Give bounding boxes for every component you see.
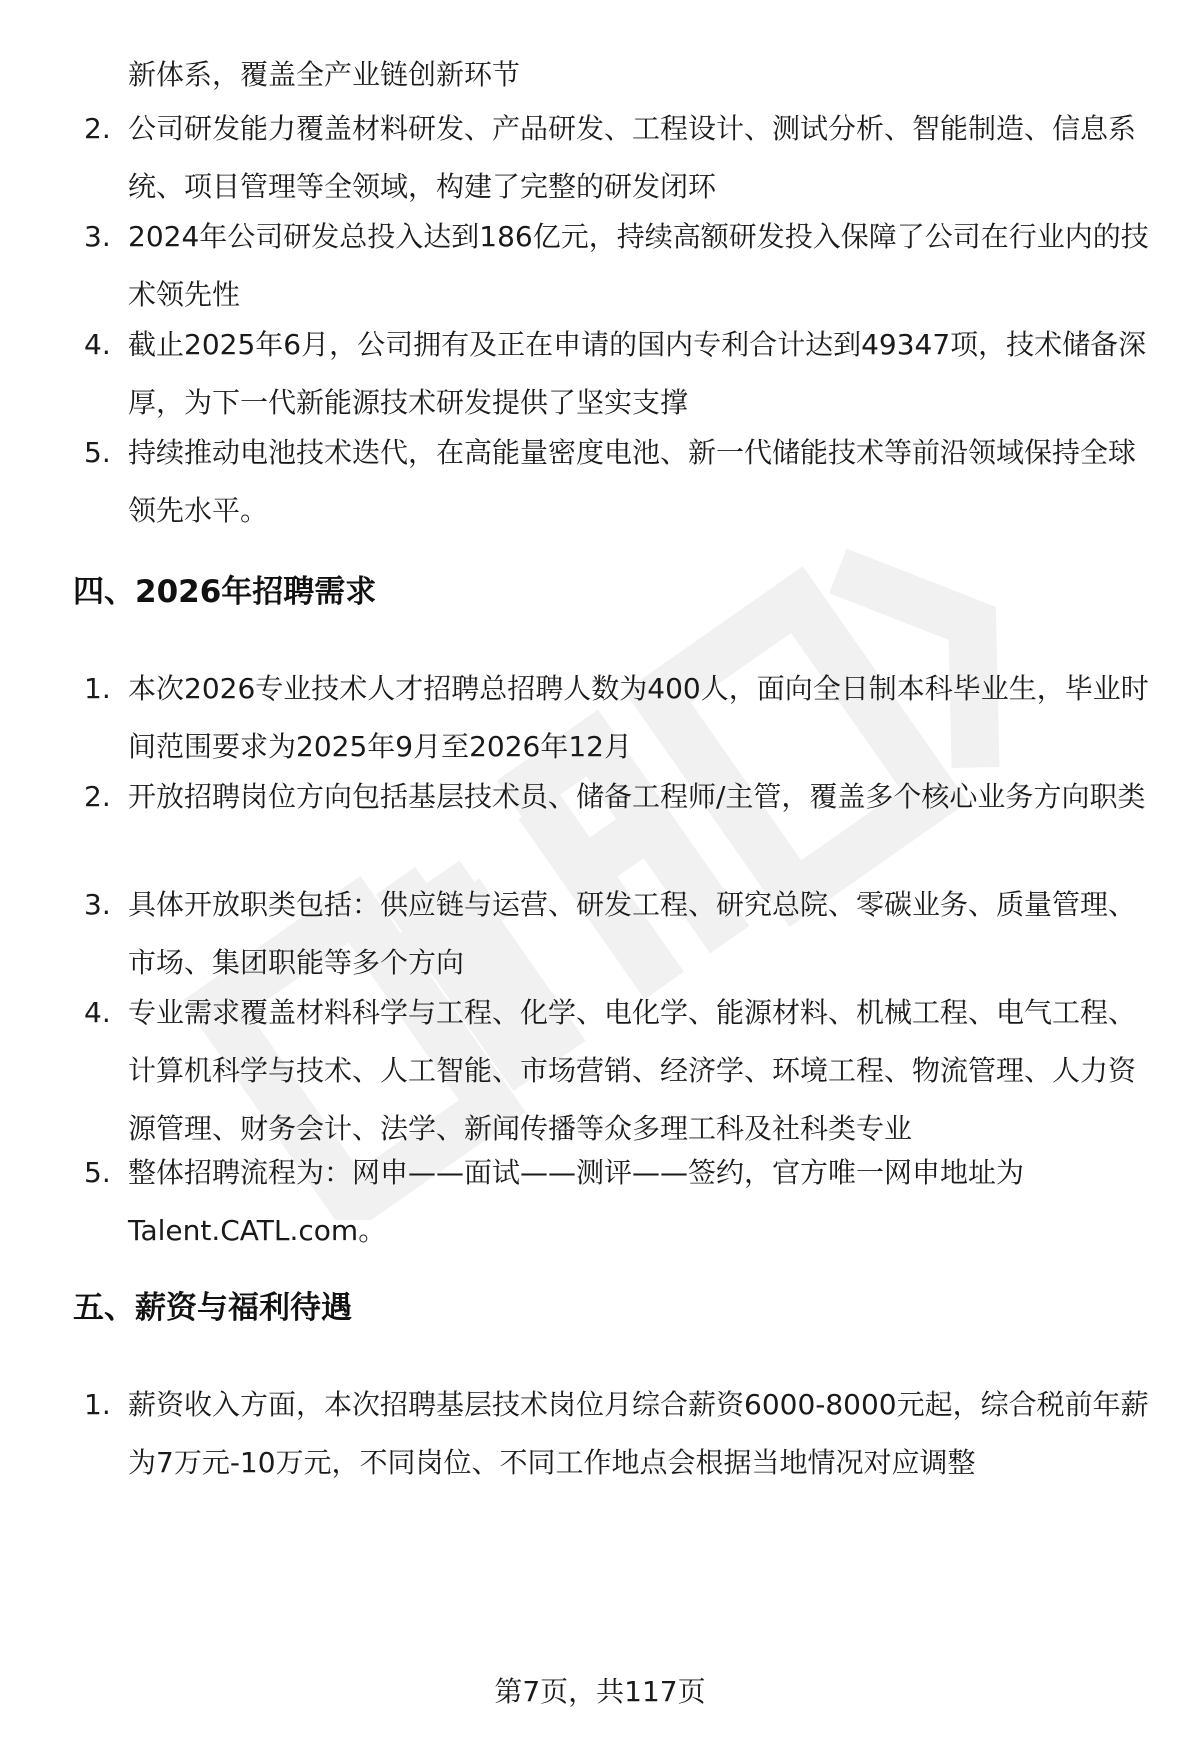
list-item-number: 3. — [84, 888, 111, 921]
list-item — [0, 876, 1200, 992]
list-item-continuation: 新体系，覆盖全产业链创新环节 — [128, 58, 521, 91]
list-item-text: 开放招聘岗位方向包括基层技术员、储备工程师/主管，覆盖多个核心业务方向职类 — [128, 780, 1146, 813]
section5-list — [0, 1376, 1200, 1492]
list-item — [0, 660, 1200, 776]
section4-list — [0, 660, 1200, 776]
list-item-number: 2. — [84, 112, 111, 145]
list-item-number: 5. — [84, 436, 111, 469]
list-item-number: 4. — [84, 996, 111, 1029]
list-item-text: 截止2025年6月，公司拥有及正在申请的国内专利合计达到49347项，技术储备深厚，为下一代新能源技术研发提供了坚实支撑 — [128, 328, 1147, 419]
list-item — [0, 1144, 1200, 1260]
page-footer: 第7页，共117页 — [494, 1675, 706, 1708]
list-item-number: 1. — [84, 1388, 111, 1421]
section5-heading: 五、薪资与福利待遇 — [73, 1290, 352, 1326]
list-item-text: 专业需求覆盖材料科学与工程、化学、电化学、能源材料、机械工程、电气工程、计算机科学与技术、人工智能、市场营销、经济学、环境工程、物流管理、人力资源管理、财务会计、法学、新闻传播等众多理工科及社科类专业 — [128, 996, 1137, 1145]
list-item — [0, 424, 1200, 540]
list-item — [0, 208, 1200, 324]
list-item-text: 整体招聘流程为：网申——面试——测评——签约，官方唯一网申地址为Talent.CATL.com。 — [128, 1156, 1025, 1247]
list-item-number: 4. — [84, 328, 111, 361]
list-item-text: 公司研发能力覆盖材料研发、产品研发、工程设计、测试分析、智能制造、信息系统、项目管理等全领域，构建了完整的研发闭环 — [128, 112, 1137, 203]
list-item-text: 持续推动电池技术迭代，在高能量密度电池、新一代储能技术等前沿领域保持全球领先水平。 — [128, 436, 1137, 527]
list-item-text: 本次2026专业技术人才招聘总招聘人数为400人，面向全日制本科毕业生，毕业时间范围要求为2025年9月至2026年12月 — [128, 672, 1149, 763]
list-item-number: 1. — [84, 672, 111, 705]
section4-heading: 四、2026年招聘需求 — [73, 574, 377, 610]
list-item — [0, 1376, 1200, 1492]
list-item — [0, 316, 1200, 432]
list-item — [0, 768, 1200, 826]
list-item-text: 具体开放职类包括：供应链与运营、研发工程、研究总院、零碳业务、质量管理、市场、集团职能等多个方向 — [128, 888, 1137, 979]
section3-list — [0, 100, 1200, 216]
list-item — [0, 984, 1200, 1158]
list-item — [0, 100, 1200, 216]
list-item-number: 5. — [84, 1156, 111, 1189]
list-item-text: 薪资收入方面，本次招聘基层技术岗位月综合薪资6000-8000元起，综合税前年薪为7万元-10万元，不同岗位、不同工作地点会根据当地情况对应调整 — [128, 1388, 1149, 1479]
list-item-text: 2024年公司研发总投入达到186亿元，持续高额研发投入保障了公司在行业内的技术领先性 — [128, 220, 1149, 311]
list-item-number: 2. — [84, 780, 111, 813]
list-item-number: 3. — [84, 220, 111, 253]
